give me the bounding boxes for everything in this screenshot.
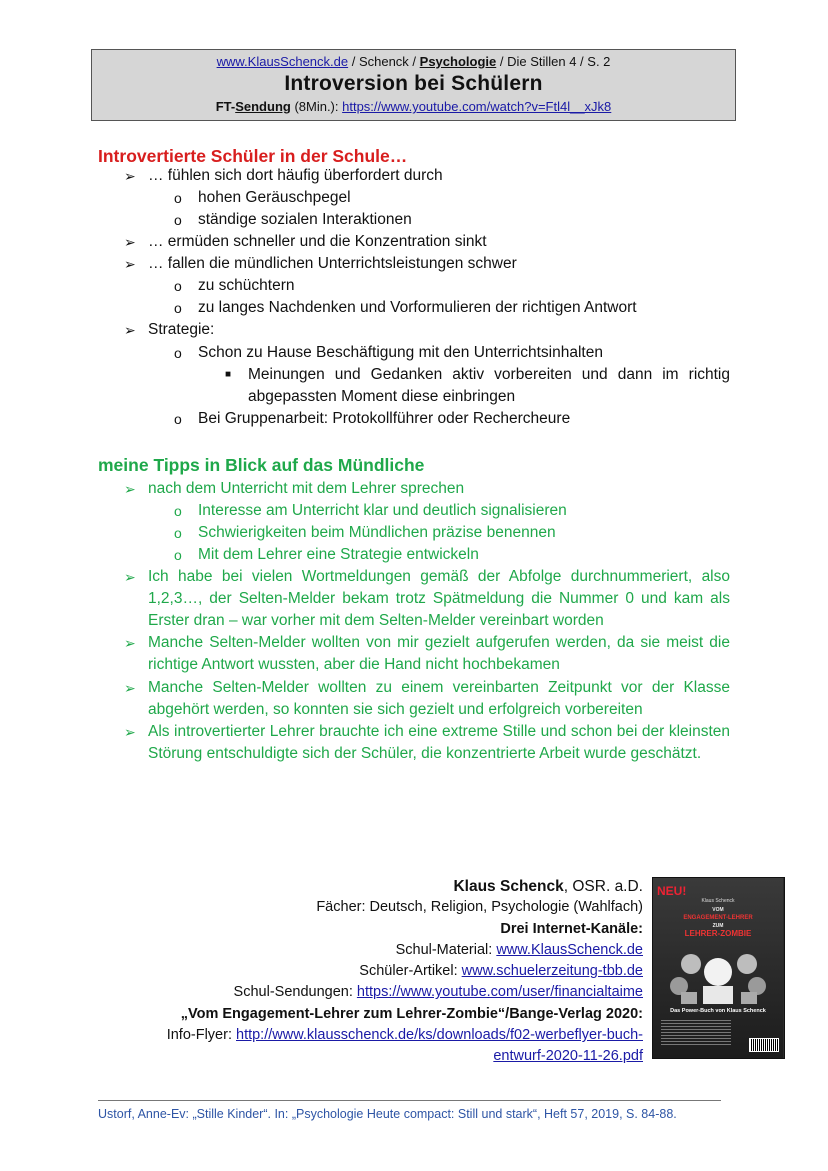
circle-bullet-icon: o	[174, 278, 182, 294]
book-line: „Vom Engagement-Lehrer zum Lehrer-Zombie“/Bange-Verlag 2020:	[180, 1005, 643, 1022]
citation: Ustorf, Anne-Ev: „Stille Kinder“. In: „Psychologie Heute compact: Still und stark“, Heft 57, 2019, S. 84-88.	[98, 1107, 677, 1121]
list-item: Schon zu Hause Beschäftigung mit den Unterrichtsinhalten	[198, 344, 603, 361]
circle-bullet-icon: o	[174, 503, 182, 519]
list-item: Manche Selten-Melder wollten von mir gezielt aufgerufen werden, da sie meist die richtige Antwort wussten, aber die Hand nicht hochbekamen	[148, 634, 730, 673]
book-title-3: ZUM	[712, 923, 724, 929]
book-title-2: ENGAGEMENT-LEHRER	[683, 915, 753, 921]
book-title-4: LEHRER-ZOMBIE	[684, 929, 752, 938]
section2-title: meine Tipps in Blick auf das Mündliche	[98, 455, 425, 475]
author-info	[167, 876, 643, 1068]
square-bullet-icon: ■	[225, 369, 232, 380]
footer-divider	[98, 1100, 721, 1101]
book-cover-image	[652, 877, 785, 1059]
arrow-bullet-icon: ➢	[124, 569, 136, 585]
material-link[interactable]: www.KlausSchenck.de	[496, 941, 643, 958]
arrow-bullet-icon: ➢	[124, 256, 136, 272]
list-item: … ermüden schneller und die Konzentration sinkt	[148, 233, 487, 250]
breadcrumb-author: / Schenck /	[348, 54, 420, 69]
book-title	[653, 906, 783, 938]
broadcasts-label: Schul-Sendungen:	[233, 984, 357, 1001]
list-item: Schwierigkeiten beim Mündlichen präzise benennen	[198, 524, 556, 541]
book-title-1: VOM	[712, 907, 724, 913]
circle-bullet-icon: o	[174, 411, 182, 427]
breadcrumb-rest: / Die Stillen 4 / S. 2	[496, 54, 611, 69]
arrow-bullet-icon: ➢	[124, 635, 136, 651]
book-badge: NEU!	[657, 884, 687, 898]
flyer-link-continued[interactable]: entwurf-2020-11-26.pdf	[493, 1048, 643, 1065]
breadcrumb-subject: Psychologie	[419, 54, 497, 69]
circle-bullet-icon: o	[174, 525, 182, 541]
list-item: Strategie:	[148, 321, 215, 338]
list-item: Bei Gruppenarbeit: Protokollführer oder Rechercheure	[198, 410, 571, 427]
list-item: zu langes Nachdenken und Vorformulieren der richtigen Antwort	[198, 299, 637, 316]
list-item: zu schüchtern	[198, 277, 295, 294]
list-item: ständige sozialen Interaktionen	[198, 211, 412, 228]
list-item: Meinungen und Gedanken aktiv vorbereiten und dann im richtig abgepassten Moment diese einbringen	[248, 366, 730, 405]
flyer-link[interactable]: http://www.klausschenck.de/ks/downloads/f02-werbeflyer-buch-	[236, 1027, 643, 1044]
flyer-label: Info-Flyer:	[166, 1027, 236, 1044]
list-item: Manche Selten-Melder wollten zu einem vereinbarten Zeitpunkt vor der Klasse abgehört werden, so konnten sie sich gezielt und erfolgreich vorbereiten	[148, 679, 730, 718]
book-author: Klaus Schenck	[701, 898, 735, 904]
author-name: Klaus Schenck	[453, 878, 564, 895]
zombie-illustration-icon	[661, 942, 775, 1004]
ft-duration: (8Min.):	[290, 99, 343, 114]
material-label: Schul-Material:	[395, 941, 497, 958]
ft-label: Sendung	[235, 99, 291, 114]
page-title: Introversion bei Schülern	[284, 72, 543, 95]
arrow-bullet-icon: ➢	[124, 680, 136, 696]
site-link[interactable]: www.KlausSchenck.de	[216, 54, 349, 69]
list-item: … fallen die mündlichen Unterrichtsleistungen schwer	[148, 255, 517, 272]
barcode-icon	[749, 1038, 779, 1052]
broadcasts-link[interactable]: https://www.youtube.com/user/financialtaime	[356, 984, 643, 1001]
articles-label: Schüler-Artikel:	[359, 963, 462, 980]
breadcrumb	[92, 54, 735, 69]
author-subjects: Fächer: Deutsch, Religion, Psychologie (Wahlfach)	[316, 899, 643, 916]
ft-label-prefix: FT-	[215, 99, 236, 114]
circle-bullet-icon: o	[174, 345, 182, 361]
articles-link[interactable]: www.schuelerzeitung-tbb.de	[461, 963, 643, 980]
ft-line	[92, 99, 735, 114]
author-title: , OSR. a.D.	[563, 878, 643, 895]
arrow-bullet-icon: ➢	[124, 168, 136, 184]
list-item: Mit dem Lehrer eine Strategie entwickeln	[198, 546, 479, 563]
circle-bullet-icon: o	[174, 212, 182, 228]
arrow-bullet-icon: ➢	[124, 234, 136, 250]
list-item: Ich habe bei vielen Wortmeldungen gemäß der Abfolge durchnummeriert, also 1,2,3…, der Selten-Melder bekam trotz Spätmeldung die Nummer 0 und kam als Erster dran – war vorher mit dem Selten-Melder vereinbart worden	[148, 568, 730, 629]
list-item: … fühlen sich dort häufig überfordert durch	[148, 167, 443, 184]
arrow-bullet-icon: ➢	[124, 481, 136, 497]
arrow-bullet-icon: ➢	[124, 724, 136, 740]
list-item: hohen Geräuschpegel	[198, 189, 351, 206]
section1-title: Introvertierte Schüler in der Schule…	[98, 146, 408, 166]
ft-video-link[interactable]: https://www.youtube.com/watch?v=Ftl4l__xJk8	[342, 99, 612, 114]
book-blurb-text	[661, 1020, 731, 1046]
list-item: Als introvertierter Lehrer brauchte ich eine extreme Stille und schon bei der kleinsten Störung entschuldigte sich der Schüler, die konzentrierte Arbeit wurde geschätzt.	[148, 723, 730, 762]
arrow-bullet-icon: ➢	[124, 322, 136, 338]
circle-bullet-icon: o	[174, 190, 182, 206]
circle-bullet-icon: o	[174, 300, 182, 316]
channels-heading: Drei Internet-Kanäle:	[500, 920, 643, 937]
book-subtitle: Das Power-Buch von Klaus Schenck	[670, 1008, 766, 1014]
list-item: nach dem Unterricht mit dem Lehrer sprechen	[148, 480, 465, 497]
list-item: Interesse am Unterricht klar und deutlich signalisieren	[198, 502, 567, 519]
circle-bullet-icon: o	[174, 547, 182, 563]
header-box	[91, 49, 736, 121]
